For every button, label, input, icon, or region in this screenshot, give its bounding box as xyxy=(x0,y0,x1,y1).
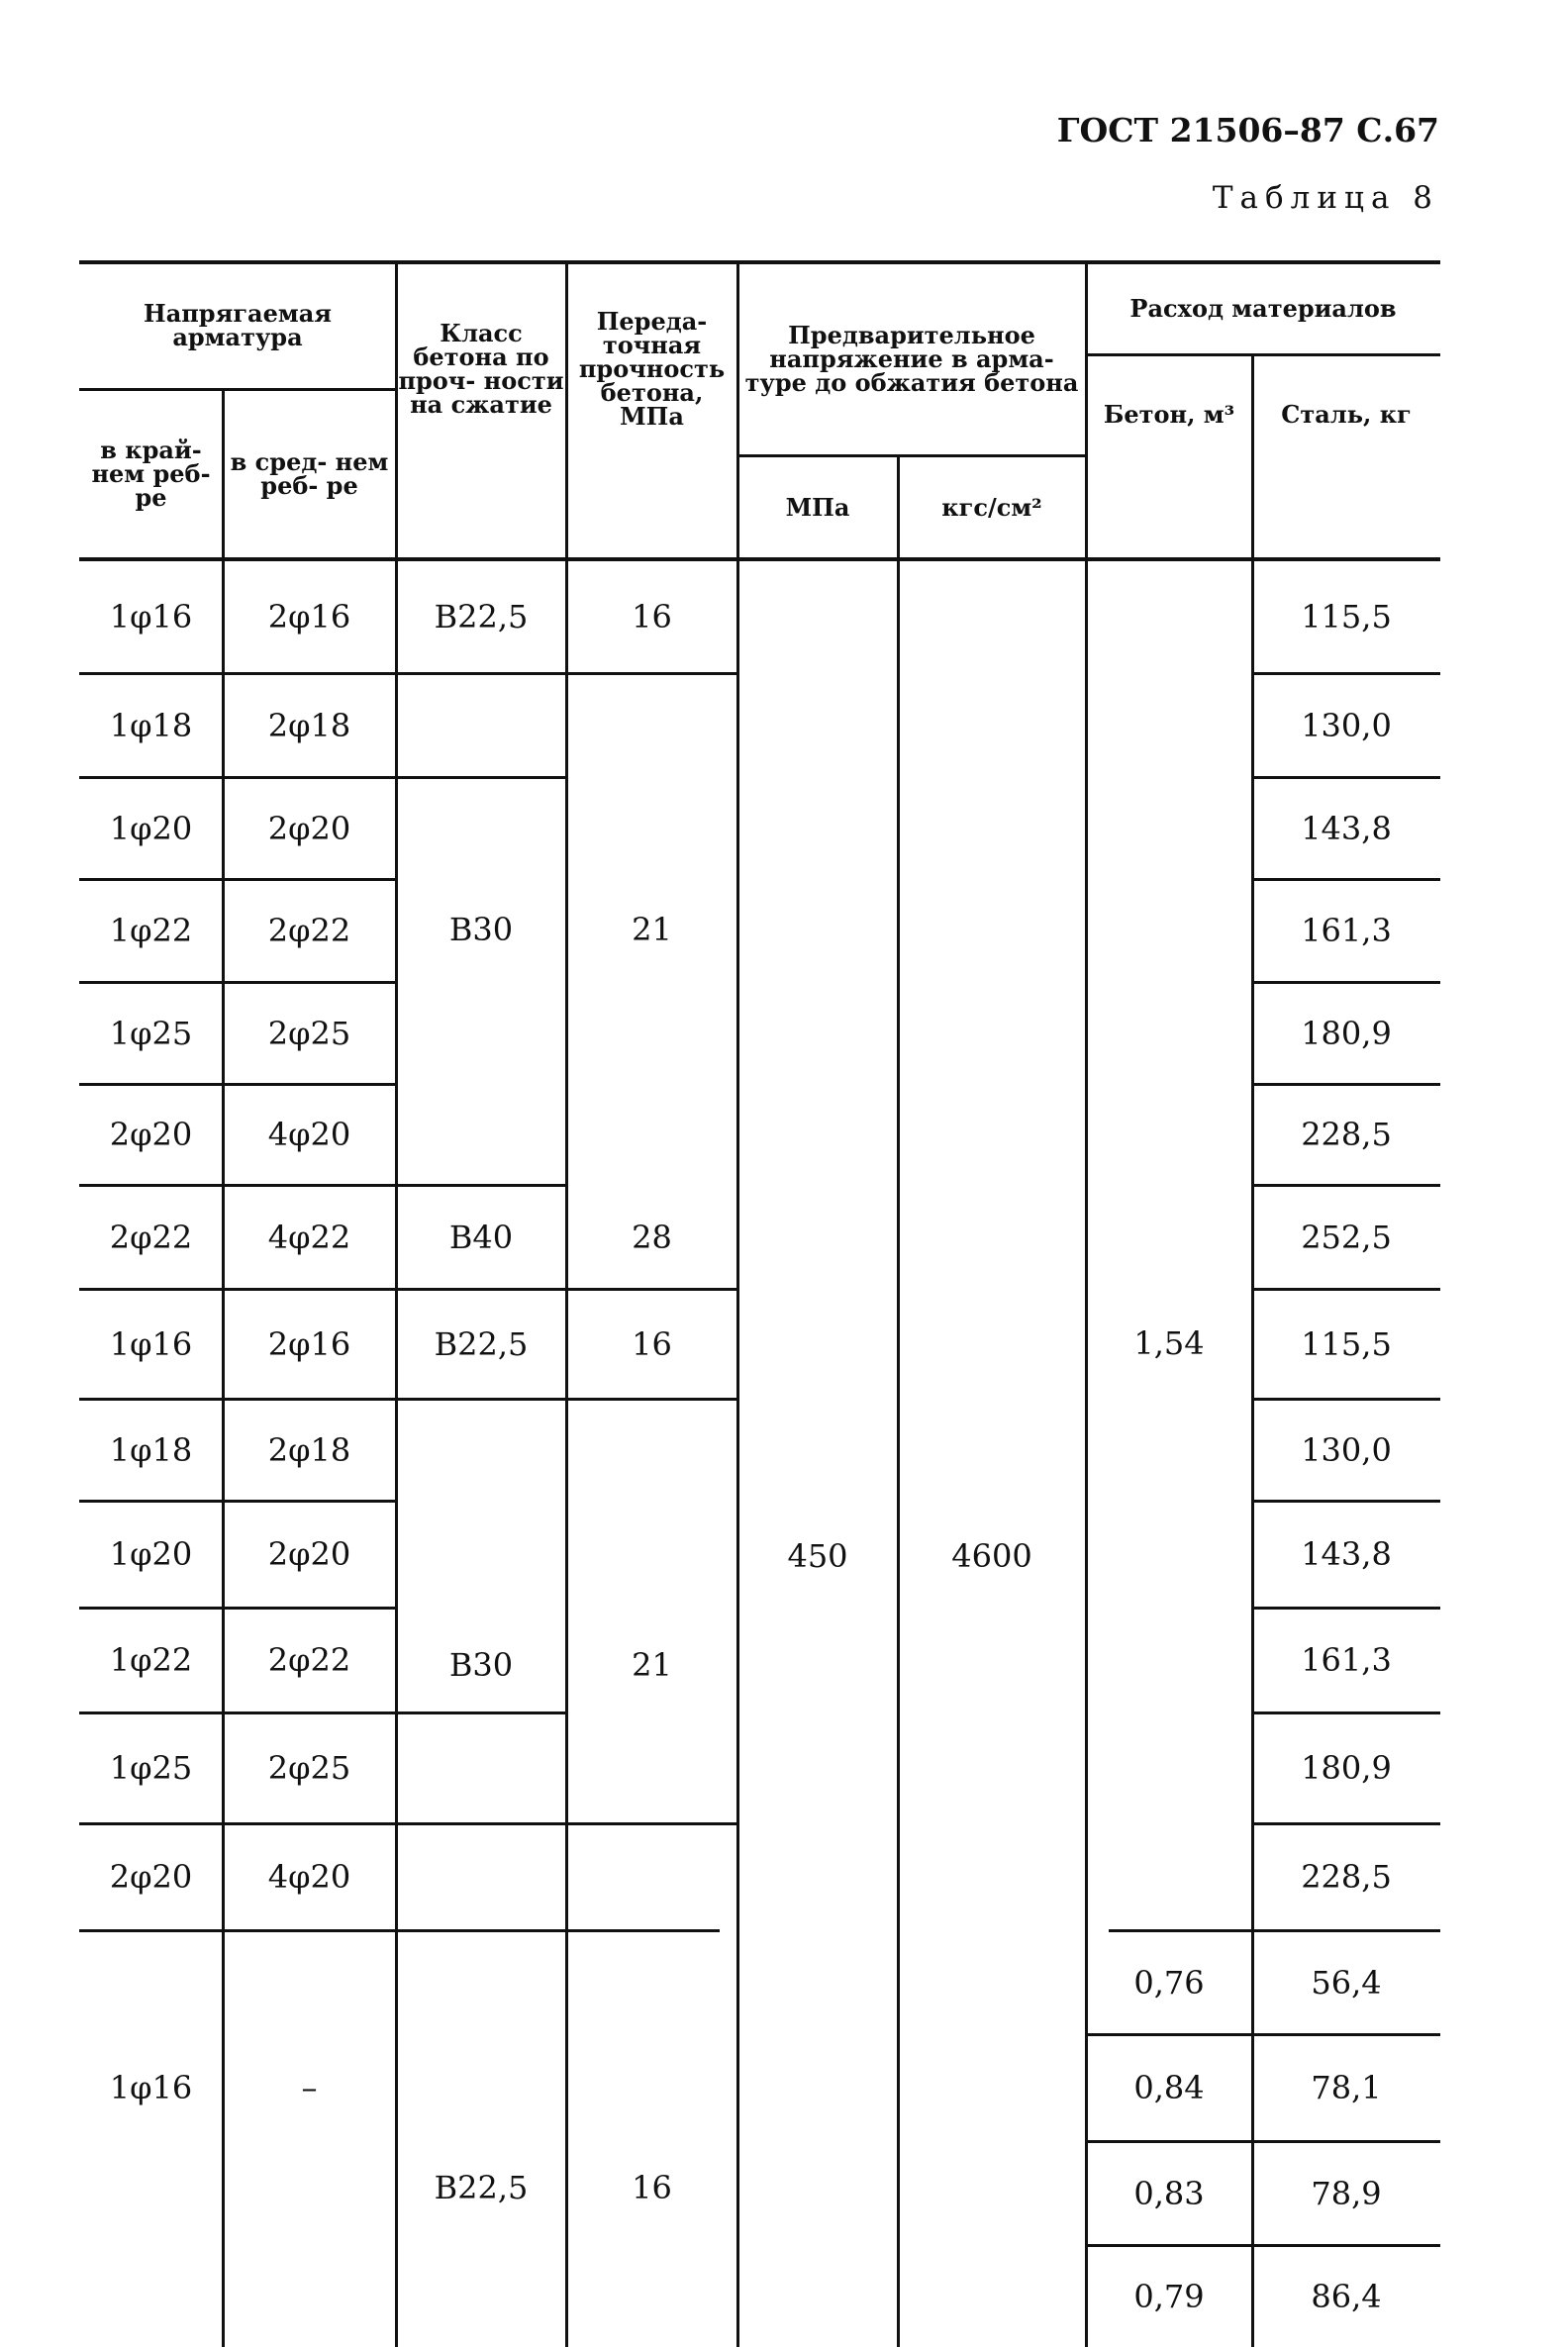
middle-rib-cell: 4φ22 xyxy=(267,1218,351,1256)
steel-kg-cell: 228,5 xyxy=(1301,1116,1392,1153)
middle-rib-cell: 2φ25 xyxy=(267,1749,351,1787)
header-kgf: кгс/см² xyxy=(941,492,1042,522)
header-prestress: Предварительное напряжение в арма- туре до обжатия бетона xyxy=(744,320,1079,397)
edge-rib-cell: 1φ18 xyxy=(109,1430,193,1469)
edge-rib-cell: 1φ25 xyxy=(109,1014,193,1052)
edge-rib-cell: 2φ20 xyxy=(109,1116,193,1153)
steel-kg-cell: 252,5 xyxy=(1301,1218,1392,1256)
middle-rib-cell: 2φ16 xyxy=(267,597,351,636)
middle-rib-cell: 2φ18 xyxy=(267,706,351,744)
steel-kg-cell: 143,8 xyxy=(1301,809,1392,847)
prestress-kgf-cell: 4600 xyxy=(951,1536,1032,1575)
table-caption: Таблица 8 xyxy=(1212,180,1439,216)
steel-kg-cell: 130,0 xyxy=(1301,706,1392,744)
steel-kg-cell: 115,5 xyxy=(1301,1324,1392,1363)
middle-rib-cell: 2φ22 xyxy=(267,1641,351,1679)
concrete-m3-cell: 0,83 xyxy=(1133,2174,1205,2212)
middle-rib-cell: 4φ20 xyxy=(267,1116,351,1153)
concrete-m3-cell: 0,84 xyxy=(1133,2069,1205,2106)
transfer-strength-cell: 21 xyxy=(632,1645,672,1684)
header-edge-rib: в край- нем реб- ре xyxy=(91,436,211,512)
concrete-class-cell: B22,5 xyxy=(434,597,529,636)
edge-rib-cell: 1φ22 xyxy=(109,1641,193,1679)
concrete-m3-cell: 1,54 xyxy=(1133,1323,1205,1362)
middle-rib-cell: – xyxy=(301,2069,318,2106)
steel-kg-cell: 180,9 xyxy=(1301,1749,1392,1787)
concrete-class-cell: B22,5 xyxy=(434,2169,529,2206)
concrete-class-cell: B30 xyxy=(448,910,514,948)
steel-kg-cell: 86,4 xyxy=(1311,2277,1382,2315)
steel-kg-cell: 56,4 xyxy=(1311,1963,1382,2002)
middle-rib-cell: 2φ25 xyxy=(267,1014,351,1052)
steel-kg-cell: 161,3 xyxy=(1301,1641,1392,1679)
steel-kg-cell: 143,8 xyxy=(1301,1535,1392,1573)
concrete-m3-cell: 0,76 xyxy=(1133,1963,1205,2002)
edge-rib-cell: 1φ16 xyxy=(109,597,193,636)
transfer-strength-cell: 21 xyxy=(632,910,672,948)
edge-rib-cell: 1φ20 xyxy=(109,809,193,847)
header-armature: Напрягаемая арматура xyxy=(144,299,332,351)
header-concrete-class: Класс бетона по проч- ности на сжатие xyxy=(398,318,564,419)
edge-rib-cell: 1φ16 xyxy=(109,2069,193,2106)
header-steel-kg: Сталь, кг xyxy=(1281,400,1412,429)
middle-rib-cell: 2φ20 xyxy=(267,1535,351,1573)
edge-rib-cell: 1φ16 xyxy=(109,1324,193,1363)
transfer-strength-cell: 16 xyxy=(632,597,672,636)
steel-kg-cell: 161,3 xyxy=(1301,912,1392,949)
steel-kg-cell: 78,1 xyxy=(1311,2069,1382,2106)
edge-rib-cell: 2φ22 xyxy=(109,1218,193,1256)
edge-rib-cell: 1φ25 xyxy=(109,1749,193,1787)
header-concrete-m3: Бетон, м³ xyxy=(1103,400,1235,429)
concrete-class-cell: B22,5 xyxy=(434,1324,529,1363)
edge-rib-cell: 1φ20 xyxy=(109,1535,193,1573)
prestress-mpa-cell: 450 xyxy=(787,1536,848,1575)
steel-kg-cell: 78,9 xyxy=(1311,2174,1382,2212)
header-transfer-strength: Переда- точная прочность бетона, МПа xyxy=(578,306,726,431)
concrete-class-cell: B30 xyxy=(448,1645,514,1684)
middle-rib-cell: 4φ20 xyxy=(267,1858,351,1896)
steel-kg-cell: 115,5 xyxy=(1301,597,1392,636)
transfer-strength-cell: 16 xyxy=(632,1324,672,1363)
middle-rib-cell: 2φ18 xyxy=(267,1430,351,1469)
middle-rib-cell: 2φ22 xyxy=(267,912,351,949)
steel-kg-cell: 180,9 xyxy=(1301,1014,1392,1052)
steel-kg-cell: 228,5 xyxy=(1301,1858,1392,1896)
page-header: ГОСТ 21506–87 С.67 xyxy=(1056,111,1439,149)
concrete-m3-cell: 0,79 xyxy=(1133,2277,1205,2315)
steel-kg-cell: 130,0 xyxy=(1301,1430,1392,1469)
edge-rib-cell: 1φ18 xyxy=(109,706,193,744)
edge-rib-cell: 2φ20 xyxy=(109,1858,193,1896)
header-materials: Расход материалов xyxy=(1129,293,1397,323)
header-middle-rib: в сред- нем реб- ре xyxy=(230,447,389,500)
middle-rib-cell: 2φ16 xyxy=(267,1324,351,1363)
edge-rib-cell: 1φ22 xyxy=(109,912,193,949)
transfer-strength-cell: 16 xyxy=(632,2169,672,2206)
middle-rib-cell: 2φ20 xyxy=(267,809,351,847)
header-mpa: МПа xyxy=(785,492,850,522)
transfer-strength-cell: 28 xyxy=(632,1218,672,1256)
concrete-class-cell: B40 xyxy=(448,1218,514,1256)
